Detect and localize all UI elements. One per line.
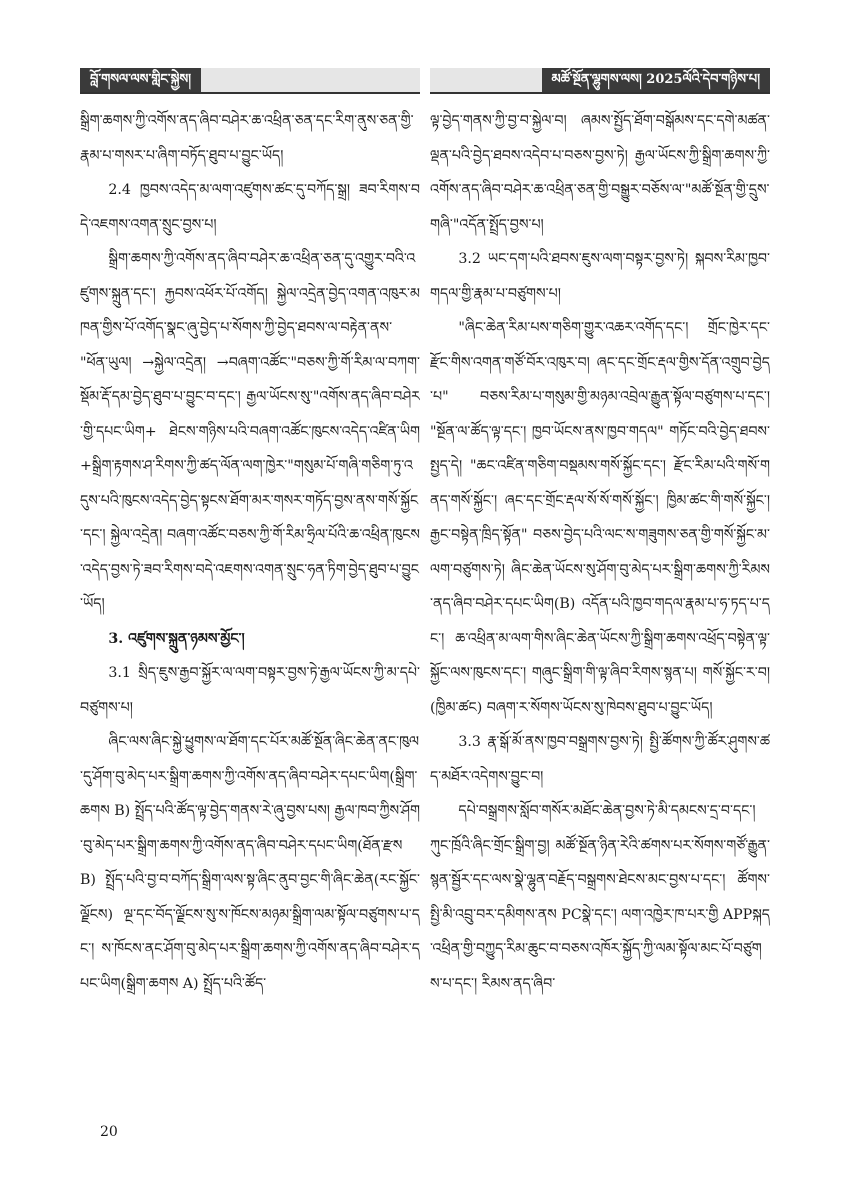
subheading: 3.1 སྲིད་ཇུས་རྒྱབ་སྐྱོར་ལ་ལག་བསྟར་བྱས་ཏེ་རྒྱལ་ཡོངས་ཀྱི་མ་དཔེ་བཙུགས་པ།	[80, 665, 420, 716]
paragraph: ཞིང་ལས་ཞིང་སྐྱེ་ཕྱུགས་ལ་ཐོག་དང་པོར་མཚོ་སྔོན་ཞིང་ཆེན་ནང་ཁུལ་དུ་ཤོག་བུ་མེད་པར་སྒྲིག་ཆགས་ཀྱི་འགོས་ནད་ཞིབ་བཤེར་དཔང་ཡིག(སྒྲིག་ཆགས B) སྤྲོད་པའི་ཚོད་ལྟ་བྱེད་གནས་རེ་ཞུ་བྱས་པས། རྒྱལ་ཁབ་ཀྱིས་ཤོག་བུ་མེད་པར་སྒྲིག་ཆགས་ཀྱི་འགོས་ནད་ཞིབ་བཤེར་དཔང་ཡིག(ཐོན་རྫས B) སྤྲོད་པའི་བྱ་བ་བཀོད་སྒྲིག་ལས་སྟ་ཞིང་ནུབ་བྱང་གི་ཞིང་ཆེན(རང་སྐྱོང་ལྗོངས) ལྔ་དང་བོད་ལྗོངས་སུ་ས་ཁོངས་མཉམ་སྒྲིག་ལམ་སྟོལ་བཙུགས་པ་དང་། ས་ཁོངས་ནང་ཤོག་བུ་མེད་པར་སྒྲིག་ཆགས་ཀྱི་འགོས་ནད་ཞིབ་བཤེར་དཔང་ཡིག(སྒྲིག་ཆགས A) སྤྲོད་པའི་ཚོད་	[80, 734, 420, 992]
right-column	[430, 104, 770, 1124]
page-number: 20	[100, 1124, 118, 1140]
left-column	[80, 104, 420, 1124]
subheading: 3.3 རྣ་སྒོ་མོ་ནས་ཁྱབ་བསྒྲགས་བྱས་ཏེ། སྤྱི་ཚོགས་ཀྱི་ཚོར་ཤུགས་ཚད་མཐོར་འདེགས་བྱུང་བ།	[430, 734, 770, 785]
header-right-title: མཚོ་སྔོན་ལྷུགས་ལས། 2025ལོའི་དེབ་གཉིས་པ།	[542, 68, 771, 92]
paragraph: ལྟ་བྱེད་གནས་ཀྱི་བྱ་བ་སྐྱེལ་བ། ཞམས་སྤྱོད་ཐོག་བསྒོམས་དང་དགེ་མཚན་ལྡན་པའི་བྱེད་ཐབས་འདེབ་པ་བཅས་བྱས་ཏེ། རྒྱལ་ཡོངས་ཀྱི་སྒྲིག་ཆགས་ཀྱི་འགོས་ནད་ཞིབ་བཤེར་ཆ་འཕྲིན་ཅན་གྱི་བསྒྱུར་བཅོས་ལ་"མཚོ་སྔོན་གྱི་དྲུས་གཞི་"འདོན་སྤྲོད་བྱས་པ།	[430, 113, 770, 233]
paragraph: "ཞིང་ཆེན་རིམ་པས་གཅིག་གྱུར་འཆར་འགོད་དང་། གྲོང་ཁྱེར་དང་རྫོང་གིས་འགན་གཙོ་བོར་འཁུར་བ། ཞང་དང་གྲོང་རྡལ་གྱིས་དོན་འགྲུབ་བྱེད་པ" བཅས་རིམ་པ་གསུམ་གྱི་མཉམ་འབྲེལ་རྒྱུན་སྟོལ་བཙུགས་པ་དང་། "སྔོན་ལ་ཚོད་ལྟ་དང་། ཁྱབ་ཡོངས་ནས་ཁྱབ་གདལ" གཏོང་བའི་བྱེད་ཐབས་སྤྱད་དེ། "ཆང་འཛིན་གཅིག་བསྡམས་གསོ་སྐྱོང་དང་། རྫོང་རིམ་པའི་གསོ་གནད་གསོ་སྐྱོང་། ཞང་དང་གྲོང་རྡལ་སོ་སོ་གསོ་སྐྱོང་། ཁྱིམ་ཚང་གི་གསོ་སྐྱོང་། རྒྱང་བསྟེན་ཁྲིད་སྟོན" བཅས་བྱེད་པའི་ལང་ས་གཟུགས་ཅན་གྱི་གསོ་སྐྱོང་མ་ལག་བཙུགས་ཏེ། ཞིང་ཆེན་ཡོངས་སུ་ཤོག་བུ་མེད་པར་སྒྲིག་ཆགས་ཀྱི་རིམས་ནད་ཞིབ་བཤེར་དཔང་ཡིག(B) འདོན་པའི་ཁྱབ་གདལ་རྣམ་པ་ཧ་ཏད་པ་དང་། ཆ་འཕྲིན་མ་ལག་གིས་ཞིང་ཆེན་ཡོངས་ཀྱི་སྒྲིག་ཆགས་འཕྲོད་བསྟེན་ལྟ་སྐྱོང་ལས་ཁུངས་དང་། གཞུང་སྒྲིག་གི་ལྟ་ཞིབ་རིགས་སྙན་པ། གསོ་སྐྱོང་ར་བ། (ཁྱིམ་ཚང) བཞག་ར་སོགས་ཡོངས་སུ་ཁེབས་ཐུབ་པ་བྱུང་ཡོད།	[430, 320, 770, 716]
subheading: 2.4 ཁྱབས་འདེད་མ་ལག་འཛུགས་ཚང་དུ་བཀོད་སྒྲ། ཟབ་རིགས་བདེ་འཇགས་འགན་སྲུང་བྱས་པ།	[80, 182, 420, 233]
header-right-band	[430, 68, 770, 94]
paragraph: སྒྲིག་ཆགས་ཀྱི་འགོས་ནད་ཞིབ་བཤེར་ཆ་འཕྲིན་ཅན་དུ་འགྱུར་བའི་འཛུགས་སྐྲུན་དང་། རྐྱབས་འཕོར་པོ་འགོད། སྐྱེལ་འདྲེན་བྱེད་འགན་འཁུར་མཁན་གྱིས་པོ་འགོད་སྣང་ཞུ་བྱེད་པ་སོགས་ཀྱི་བྱེད་ཐབས་ལ་བརྟེན་ནས་ "ཕོན་ཡུལ། →སྐྱེལ་འདྲེན། →བཞག་འཚོང་"བཅས་ཀྱི་གོ་རིམ་ལ་བཀག་སྡོམ་རྡོ་དམ་བྱེད་ཐུབ་པ་བྱུང་བ་དང་། རྒྱལ་ཡོངས་སུ་"འགོས་ནད་ཞིབ་བཤེར་གྱི་དཔང་ཡིག+ ཐེངས་གཉིས་པའི་བཞག་འཚོང་ཁུངས་འདེད་འཛིན་ཡིག+སྒྲིག་རྟགས་ཤ་རིགས་ཀྱི་ཚད་ལོན་ལག་ཁྱེར་"གསུམ་པོ་གཞི་གཅིག་ཏུ་འདུས་པའི་ཁུངས་འདེད་བྱེད་སྟངས་ཐོག་མར་གསར་གཏོད་བྱས་ནས་གསོ་སྐྱོང་དང་། སྐྱེལ་འདྲེན། བཞག་འཚོང་བཅས་ཀྱི་གོ་རིམ་ཧྲིལ་པོའི་ཆ་འཕྲིན་ཁུངས་འདེད་བྱས་ཏེ་ཟབ་རིགས་བདེ་འཇགས་འགན་སྲུང་ཧན་ཏིག་བྱེད་ཐུབ་པ་བྱུང་ཡོད།	[80, 251, 420, 612]
section-heading: 3. འཛུགས་སྐྲུན་ཉམས་མྱོང་།	[108, 630, 245, 647]
paragraph: དཔེ་བསྒྲགས་སློབ་གསོར་མཐོང་ཆེན་བྱས་ཏེ་མི་དམངས་དྲ་བ་དང་། ཀུང་ཁྲོའི་ཞིང་གྲོང་སྒྲིག་བྱ། མཚོ་སྔོན་ཉིན་རེའི་ཚགས་པར་སོགས་གཙོ་རྒྱུན་སྙན་སྦྱོར་དང་ལས་སྣེ་ལྷུན་བརྗོད་བསྒྲགས་ཐེངས་མང་བྱས་པ་དང་། ཚོགས་སྤྱི་མི་འབྲུ་བར་དམིགས་ནས PCསྣེ་དང་། ལག་འཁྱེར་ཁ་པར་གྱི APPསྐད་འཕྲིན་གྱི་བཀྱུད་རིམ་ཆུང་བ་བཅས་འཁོར་སྐྱོད་ཀྱི་ལམ་སྟོལ་མང་པོ་བཙུགས་པ་དང་། རིམས་ནད་ཞིབ་	[430, 803, 770, 992]
header-left-band	[80, 68, 420, 94]
subheading: 3.2 ཡང་དག་པའི་ཐབས་ཇུས་ལག་བསྟར་བྱས་ཏེ། སྐབས་རིམ་ཁྱབ་གདལ་གྱི་རྣམ་པ་བཙུགས་པ།	[430, 251, 770, 302]
paragraph: སྒྲིག་ཆགས་ཀྱི་འགོས་ནད་ཞིབ་བཤེར་ཆ་འཕྲིན་ཅན་དང་རིག་ནུས་ཅན་གྱི་རྣམ་པ་གསར་པ་ཞིག་བཏོད་ཐུབ་པ་བྱུང་ཡོད།	[80, 113, 414, 164]
header-left-title: བློ་གསལ་ལས་གླིང་སྐྱེས།	[80, 68, 201, 92]
